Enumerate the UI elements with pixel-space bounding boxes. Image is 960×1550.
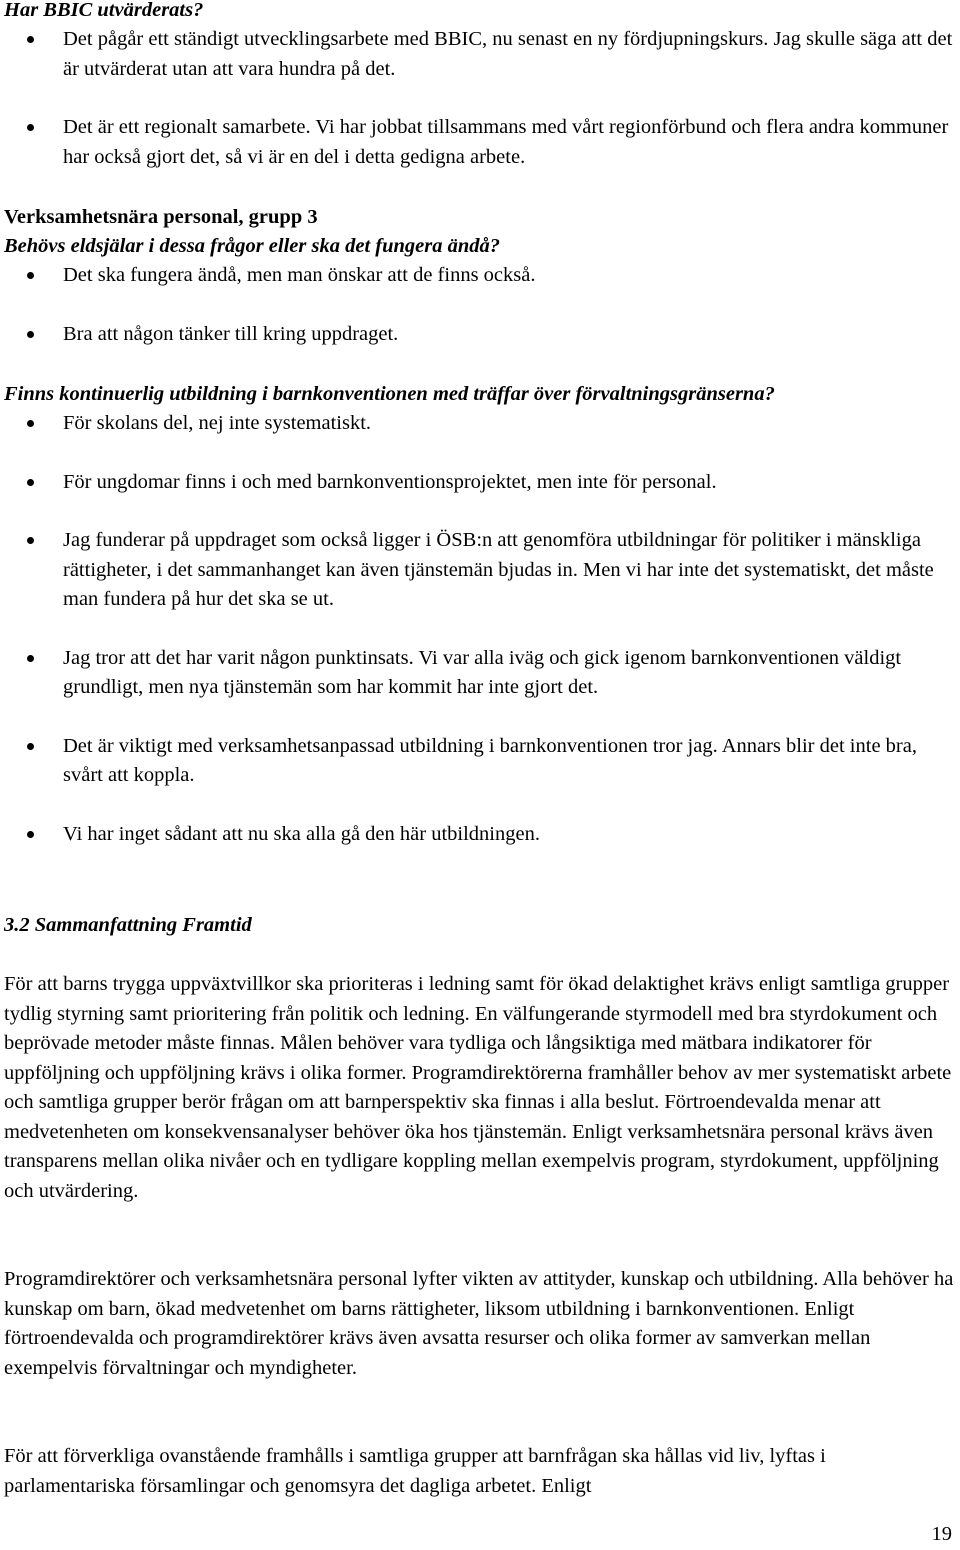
- bullet-icon: [27, 420, 34, 427]
- question-heading-bbic: Har BBIC utvärderats?: [4, 0, 204, 21]
- page-number: 19: [931, 1523, 952, 1545]
- bullet-icon: [27, 831, 34, 838]
- summary-heading: 3.2 Sammanfattning Framtid: [4, 914, 252, 936]
- bullet-icon: [27, 36, 34, 43]
- list-item: För ungdomar finns i och med barnkonventionsprojektet, men inte för personal.: [4, 468, 956, 498]
- summary-paragraph-2: Programdirektörer och verksamhetsnära personal lyfter vikten av attityder, kunskap och utbildning. Alla behöver ha kunskap om barn, ökad medvetenhet om barns rättigheter, liksom utbildning i barnkonventionen. Enligt förtroendevalda och programdirektörer krävs även avsatta resurser och olika former av samverkan mellan exempelvis förvaltningar och myndigheter.: [4, 1268, 954, 1379]
- bullet-icon: [27, 124, 34, 131]
- bullet-icon: [27, 479, 34, 486]
- list-item: Det ska fungera ändå, men man önskar att de finns också.: [4, 261, 956, 291]
- list-item: För skolans del, nej inte systematiskt.: [4, 409, 956, 439]
- group-heading: Verksamhetsnära personal, grupp 3: [4, 206, 318, 228]
- bullet-icon: [27, 272, 34, 279]
- bullet-icon: [27, 331, 34, 338]
- summary-paragraph-1: För att barns trygga uppväxtvillkor ska prioriteras i ledning samt för ökad delaktighet krävs enligt samtliga grupper tydlig styrning samt prioritering från politik och ledning. En välfungerande styrmodell med bra styrdokument och beprövade metoder måste finnas. Målen behöver vara tydliga och långsiktiga med mätbara indikatorer för uppföljning och uppföljning krävs i olika former. Programdirektörerna framhåller behov av mer systematiskt arbete och samtliga grupper berör frågan om att barnperspektiv ska finnas i alla beslut. Förtroendevalda menar att medvetenheten om konsekvensanalyser behöver öka hos tjänstemän. Enligt verksamhetsnära personal krävs även transparens mellan olika nivåer och en tydligare koppling mellan exempelvis program, styrdokument, uppföljning och utvärdering.: [4, 973, 952, 1202]
- list-item: Det är viktigt med verksamhetsanpassad utbildning i barnkonventionen tror jag. Annars blir det inte bra, svårt att koppla.: [4, 732, 956, 791]
- bullet-list-bbic: [4, 25, 956, 172]
- list-item: Vi har inget sådant att nu ska alla gå den här utbildningen.: [4, 820, 956, 850]
- list-item: Jag funderar på uppdraget som också ligger i ÖSB:n att genomföra utbildningar för politiker i mänskliga rättigheter, i det sammanhanget kan även tjänstemän bjudas in. Men vi har inte det systematiskt, det måste man fundera på hur det ska se ut.: [4, 526, 956, 615]
- bullet-list-utbildning: [4, 409, 956, 849]
- question-heading-eldsjalar: Behövs eldsjälar i dessa frågor eller ska det fungera ändå?: [4, 235, 500, 257]
- bullet-icon: [27, 655, 34, 662]
- list-item: Det pågår ett ständigt utvecklingsarbete med BBIC, nu senast en ny fördjupningskurs. Jag skulle säga att det är utvärderat utan att vara hundra på det.: [4, 25, 956, 84]
- bullet-icon: [27, 743, 34, 750]
- summary-paragraph-3: För att förverkliga ovanstående framhålls i samtliga grupper att barnfrågan ska hållas vid liv, lyftas i parlamentariska församlingar och genomsyra det dagliga arbetet. Enligt: [4, 1445, 826, 1497]
- list-item: Det är ett regionalt samarbete. Vi har jobbat tillsammans med vårt regionförbund och flera andra kommuner har också gjort det, så vi är en del i detta gedigna arbete.: [4, 113, 956, 172]
- document-page: [4, 0, 956, 1547]
- question-heading-utbildning: Finns kontinuerlig utbildning i barnkonventionen med träffar över förvaltningsgränserna?: [4, 383, 775, 405]
- bullet-list-eldsjalar: [4, 261, 956, 349]
- bullet-icon: [27, 537, 34, 544]
- list-item: Jag tror att det har varit någon punktinsats. Vi var alla iväg och gick igenom barnkonventionen väldigt grundligt, men nya tjänstemän som har kommit har inte gjort det.: [4, 644, 956, 703]
- list-item: Bra att någon tänker till kring uppdraget.: [4, 320, 956, 350]
